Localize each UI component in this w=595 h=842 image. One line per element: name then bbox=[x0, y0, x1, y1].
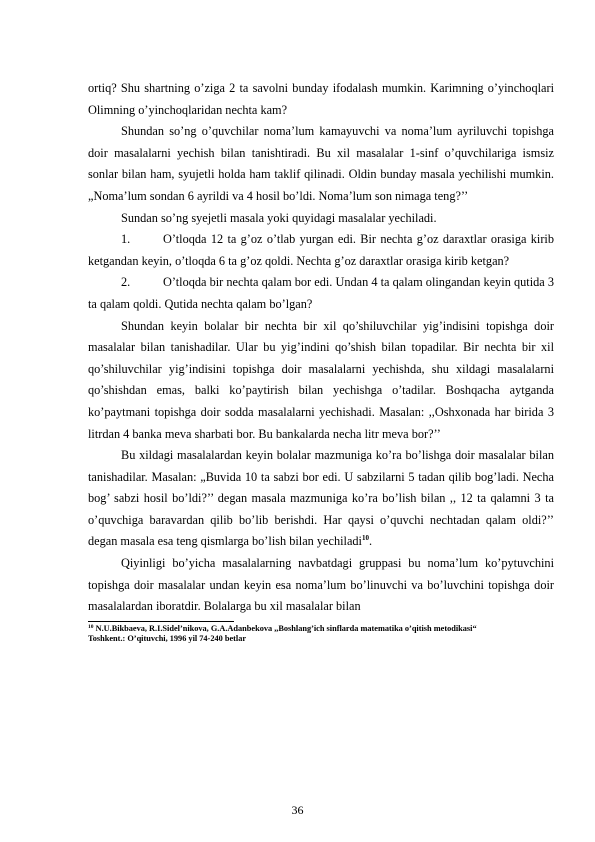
list-item-1 bbox=[88, 229, 554, 272]
list-item-text: O’tloqda bir nechta qalam bor edi. Undan 4 ta qalam olingandan keyin qutida 3 ta qalam qoldi. Qutida nechta qalam bo’lgan? bbox=[88, 275, 554, 311]
list-item-2 bbox=[88, 272, 554, 315]
footnote-reference[interactable]: 10 bbox=[361, 534, 369, 543]
footnote bbox=[88, 624, 554, 645]
document-body bbox=[88, 78, 554, 645]
paragraph-tail: . bbox=[368, 534, 373, 549]
page-number: 36 bbox=[291, 803, 304, 817]
paragraph-5 bbox=[88, 445, 554, 553]
footnote-divider bbox=[88, 621, 234, 622]
footnote-mark: 10 bbox=[88, 623, 94, 630]
paragraph-3: Sundan so’ng syejetli masala yoki quyidagi masalalar yechiladi. bbox=[121, 210, 437, 225]
paragraph-6: Qiyinligi bo’yicha masalalarning navbatdagi gruppasi bu noma’lum ko’pytuvchini topishga doir masalalar undan keyin esa noma’lum bo’linuvchi va bo’luvchini topishga doir masalalardan iboratdir. Bolalarga bu xil masalalar bilan bbox=[88, 556, 554, 614]
list-item-text: O’tloqda 12 ta g’oz o’tlab yurgan edi. Bir nechta g’oz daraxtlar orasiga kirib ketgandan keyin, o’tloqda 6 ta g’oz qoldi. Nechta g’oz daraxtlar orasiga kirib ketgan? bbox=[88, 232, 554, 268]
paragraph-2: Shundan so’ng o’quvchilar noma’lum kamayuvchi va noma’lum ayriluvchi topishga doir masalalarni yechish bilan tanishtiradi. Bu xil masalalar 1-sinf o’quvchilariga ismsiz sonlar bilan ham, syujetli holda ham taklif qilinadi. Oldin bunday masala yechilishi mumkin. „Noma’lum sondan 6 ayrildi va 4 hosil bo’ldi. Noma’lum son nimaga teng?’’ bbox=[88, 124, 554, 203]
footnote-line-2: Toshkent.: O’qituvchi, 1996 yil 74-240 betlar bbox=[88, 634, 247, 644]
paragraph-text: Bu xildagi masalalardan keyin bolalar mazmuniga ko’ra bo’lishga doir masalalar bilan tanishadilar. Masalan: „Buvida 10 ta sabzi bor edi. U sabzilarni 5 tadan qilib bog’ladi. Necha bog’ sabzi hosil bo’ldi?’’ degan masala mazmuniga ko’ra bo’lish bilan ,, 12 ta qalamni 3 ta o’quvchiga baravardan qilib bo’lib berishdi. Har qaysi o’quvchi nechtadan qalam oldi?’’ degan masala esa teng qismlarga bo’lish bilan yechiladi bbox=[88, 448, 554, 549]
paragraph-4: Shundan keyin bolalar bir nechta bir xil qo’shiluvchilar yig’indisini topishga doir masalalar bilan tanishadilar. Ular bu yig’indini qo’shish bilan topadilar. Bir nechta bir xil qo’shiluvchilar yig’indisini topishga doir masalalarni yechishda, shu xildagi masalalarni qo’shishdan emas, balki ko’paytirish bilan yechishga o’tadilar. Boshqacha aytganda ko’paytmani topishga doir sodda masalalarni yechishadi. Masalan: ,,Oshxonada har birida 3 litrdan 4 banka meva sharbati bor. Bu bankalarda necha litr meva bor?’’ bbox=[88, 318, 554, 441]
list-item-number: 1. bbox=[121, 232, 131, 247]
paragraph-1: ortiq? Shu shartning o’ziga 2 ta savolni bunday ifodalash mumkin. Karimning o’yinchoqlari Olimning o’yinchoqlaridan nechta kam? bbox=[88, 81, 554, 117]
footnote-line-1: N.U.Bikbaeva, R.I.Sidel’nikova, G.A.Adanbekova ,,Boshlang’ich sinflarda matematika o’qitish metodikasi“ bbox=[93, 623, 477, 633]
list-item-number: 2. bbox=[121, 275, 131, 290]
